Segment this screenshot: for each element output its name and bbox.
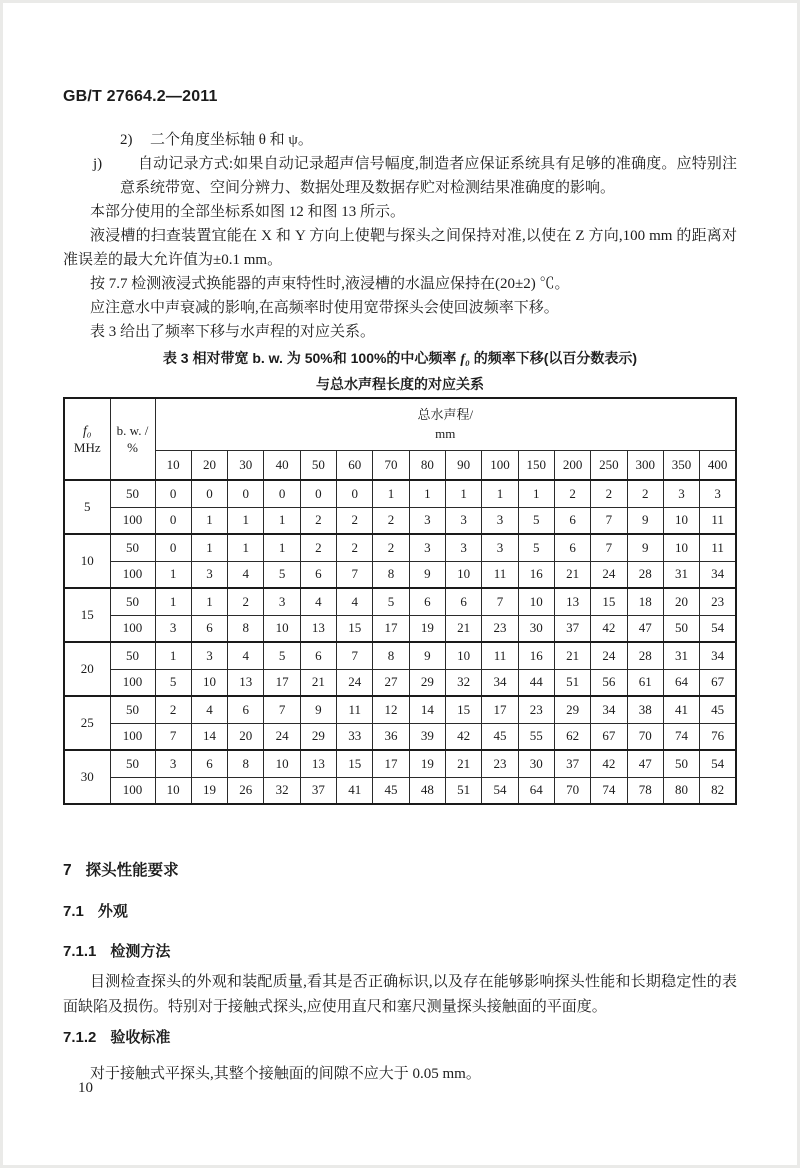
distance-header-cell: 40 — [264, 450, 300, 480]
shift-value-cell: 67 — [700, 669, 736, 696]
table-row — [64, 588, 736, 615]
distance-header-cell: 100 — [482, 450, 518, 480]
distance-header-cell: 250 — [591, 450, 627, 480]
shift-value-cell: 1 — [446, 480, 482, 507]
header-cell-f0 — [64, 398, 110, 480]
table-row — [64, 696, 736, 723]
shift-value-cell: 19 — [409, 615, 445, 642]
table-title-pre: 表 3 相对带宽 b. w. 为 50%和 100%的中心频率 — [162, 350, 461, 366]
shift-value-cell: 34 — [700, 561, 736, 588]
table-row — [64, 534, 736, 561]
shift-value-cell: 1 — [228, 534, 264, 561]
shift-value-cell: 42 — [446, 723, 482, 750]
shift-value-cell: 7 — [591, 534, 627, 561]
shift-value-cell: 9 — [409, 642, 445, 669]
shift-value-cell: 2 — [300, 534, 336, 561]
shift-value-cell: 2 — [591, 480, 627, 507]
bandwidth-cell: 50 — [110, 750, 155, 777]
shift-value-cell: 0 — [228, 480, 264, 507]
shift-value-cell: 54 — [700, 750, 736, 777]
shift-value-cell: 16 — [518, 561, 554, 588]
header-cell-bw — [110, 398, 155, 480]
shift-value-cell: 1 — [264, 507, 300, 534]
shift-value-cell: 8 — [228, 750, 264, 777]
shift-value-cell: 6 — [554, 507, 590, 534]
shift-value-cell: 6 — [300, 642, 336, 669]
shift-value-cell: 6 — [228, 696, 264, 723]
shift-value-cell: 42 — [591, 615, 627, 642]
paragraph-acceptance-criteria: 对于接触式平探头,其整个接触面的间隙不应大于 0.05 mm。 — [90, 1066, 481, 1082]
shift-value-cell: 2 — [228, 588, 264, 615]
shift-value-cell: 28 — [627, 642, 663, 669]
shift-value-cell: 4 — [337, 588, 373, 615]
shift-value-cell: 29 — [554, 696, 590, 723]
shift-value-cell: 1 — [264, 534, 300, 561]
shift-value-cell: 11 — [700, 507, 736, 534]
shift-value-cell: 4 — [191, 696, 227, 723]
shift-value-cell: 1 — [191, 534, 227, 561]
shift-value-cell: 17 — [373, 615, 409, 642]
shift-value-cell: 9 — [300, 696, 336, 723]
shift-value-cell: 42 — [591, 750, 627, 777]
shift-value-cell: 2 — [373, 534, 409, 561]
shift-value-cell: 32 — [446, 669, 482, 696]
shift-value-cell: 3 — [155, 750, 191, 777]
shift-value-cell: 7 — [482, 588, 518, 615]
bandwidth-cell: 100 — [110, 723, 155, 750]
frequency-shift-table — [63, 397, 737, 805]
shift-value-cell: 37 — [554, 615, 590, 642]
shift-value-cell: 48 — [409, 777, 445, 804]
section-7-1-1-number: 7.1.1 — [63, 943, 97, 960]
shift-value-cell: 11 — [482, 561, 518, 588]
list-item-j — [63, 152, 737, 200]
distance-header-cell: 10 — [155, 450, 191, 480]
shift-value-cell: 37 — [554, 750, 590, 777]
shift-value-cell: 3 — [409, 507, 445, 534]
shift-value-cell: 1 — [482, 480, 518, 507]
shift-value-cell: 64 — [518, 777, 554, 804]
intro-text-block — [63, 128, 737, 344]
shift-value-cell: 41 — [337, 777, 373, 804]
bandwidth-cell: 50 — [110, 588, 155, 615]
paragraph-coordinate-systems: 本部分使用的全部坐标系如图 12 和图 13 所示。 — [90, 204, 406, 220]
paragraph-immersion-tank: 液浸槽的扫查装置宜能在 X 和 Y 方向上使靶与探头之间保持对准,以使在 Z 方向,100 mm 的距离对准误差的最大允许值为±0.1 mm。 — [63, 228, 737, 268]
list-item-j-label: j) — [93, 156, 103, 172]
shift-value-cell: 7 — [264, 696, 300, 723]
shift-value-cell: 2 — [627, 480, 663, 507]
shift-value-cell: 9 — [627, 507, 663, 534]
shift-value-cell: 5 — [264, 642, 300, 669]
shift-value-cell: 11 — [700, 534, 736, 561]
shift-value-cell: 24 — [337, 669, 373, 696]
bw-label: b. w. / — [116, 423, 149, 438]
shift-value-cell: 20 — [663, 588, 699, 615]
shift-value-cell: 41 — [663, 696, 699, 723]
distance-header-cell: 200 — [554, 450, 590, 480]
distance-header-cell: 150 — [518, 450, 554, 480]
shift-value-cell: 21 — [446, 750, 482, 777]
shift-value-cell: 38 — [627, 696, 663, 723]
table-row — [64, 615, 736, 642]
bandwidth-cell: 50 — [110, 696, 155, 723]
shift-value-cell: 18 — [627, 588, 663, 615]
shift-value-cell: 45 — [373, 777, 409, 804]
frequency-cell: 30 — [64, 750, 110, 804]
table-row — [64, 642, 736, 669]
shift-value-cell: 15 — [337, 750, 373, 777]
section-heading-7 — [63, 858, 179, 880]
shift-value-cell: 13 — [300, 615, 336, 642]
shift-value-cell: 13 — [228, 669, 264, 696]
shift-value-cell: 29 — [300, 723, 336, 750]
paragraph-visual-inspection: 目测检查探头的外观和装配质量,看其是否正确标识,以及存在能够影响探头性能和长期稳定性的表面缺陷及损伤。特别对于接触式探头,应使用直尺和塞尺测量探头接触面的平面度。 — [63, 974, 737, 1015]
shift-value-cell: 3 — [409, 534, 445, 561]
shift-value-cell: 8 — [373, 642, 409, 669]
shift-value-cell: 0 — [337, 480, 373, 507]
shift-value-cell: 50 — [663, 750, 699, 777]
bandwidth-cell: 100 — [110, 615, 155, 642]
shift-value-cell: 67 — [591, 723, 627, 750]
distance-header-cell: 30 — [228, 450, 264, 480]
shift-value-cell: 80 — [663, 777, 699, 804]
shift-value-cell: 16 — [518, 642, 554, 669]
paragraph-water-temperature: 按 7.7 检测液浸式换能器的声束特性时,液浸槽的水温应保持在(20±2) ℃。 — [90, 276, 570, 292]
shift-value-cell: 4 — [228, 642, 264, 669]
shift-value-cell: 5 — [518, 507, 554, 534]
shift-value-cell: 82 — [700, 777, 736, 804]
shift-value-cell: 14 — [409, 696, 445, 723]
waterpath-unit: mm — [435, 426, 456, 442]
shift-value-cell: 10 — [264, 615, 300, 642]
bandwidth-cell: 100 — [110, 777, 155, 804]
shift-value-cell: 32 — [264, 777, 300, 804]
distance-header-cell: 300 — [627, 450, 663, 480]
shift-value-cell: 0 — [155, 534, 191, 561]
shift-value-cell: 51 — [554, 669, 590, 696]
shift-value-cell: 6 — [446, 588, 482, 615]
shift-value-cell: 6 — [191, 750, 227, 777]
shift-value-cell: 13 — [554, 588, 590, 615]
bandwidth-cell: 100 — [110, 561, 155, 588]
shift-value-cell: 24 — [264, 723, 300, 750]
distance-header-cell: 50 — [300, 450, 336, 480]
shift-value-cell: 12 — [373, 696, 409, 723]
shift-value-cell: 5 — [264, 561, 300, 588]
shift-value-cell: 10 — [446, 561, 482, 588]
shift-value-cell: 1 — [191, 588, 227, 615]
waterpath-label: 总水声程/ — [417, 407, 474, 423]
shift-value-cell: 6 — [300, 561, 336, 588]
paragraph-table3-reference: 表 3 给出了频率下移与水声程的对应关系。 — [90, 324, 376, 340]
shift-value-cell: 15 — [337, 615, 373, 642]
shift-value-cell: 55 — [518, 723, 554, 750]
table-title-line1 — [63, 346, 737, 372]
shift-value-cell: 15 — [446, 696, 482, 723]
shift-value-cell: 6 — [191, 615, 227, 642]
shift-value-cell: 3 — [191, 561, 227, 588]
shift-value-cell: 3 — [482, 534, 518, 561]
shift-value-cell: 4 — [228, 561, 264, 588]
table-row — [64, 723, 736, 750]
shift-value-cell: 70 — [627, 723, 663, 750]
shift-value-cell: 1 — [518, 480, 554, 507]
shift-value-cell: 10 — [663, 507, 699, 534]
bandwidth-cell: 100 — [110, 507, 155, 534]
shift-value-cell: 47 — [627, 615, 663, 642]
section-heading-7-1 — [63, 900, 128, 921]
section-heading-7-1-2 — [63, 1026, 170, 1047]
shift-value-cell: 74 — [591, 777, 627, 804]
frequency-cell: 5 — [64, 480, 110, 534]
shift-value-cell: 2 — [155, 696, 191, 723]
shift-value-cell: 10 — [191, 669, 227, 696]
shift-value-cell: 3 — [446, 534, 482, 561]
section-7-title: 探头性能要求 — [85, 862, 179, 879]
distance-header-cell: 20 — [191, 450, 227, 480]
shift-value-cell: 24 — [591, 561, 627, 588]
shift-value-cell: 19 — [409, 750, 445, 777]
shift-value-cell: 1 — [155, 642, 191, 669]
shift-value-cell: 20 — [228, 723, 264, 750]
shift-value-cell: 39 — [409, 723, 445, 750]
list-item-2 — [63, 128, 737, 152]
table-title-post: 的频率下移(以百分数表示) — [469, 350, 638, 366]
shift-value-cell: 76 — [700, 723, 736, 750]
shift-value-cell: 10 — [518, 588, 554, 615]
shift-value-cell: 10 — [446, 642, 482, 669]
shift-value-cell: 34 — [591, 696, 627, 723]
section-7-1-1-title: 检测方法 — [110, 943, 171, 960]
shift-value-cell: 45 — [482, 723, 518, 750]
shift-value-cell: 34 — [700, 642, 736, 669]
table-row — [64, 561, 736, 588]
shift-value-cell: 54 — [700, 615, 736, 642]
table-title-line2: 与总水声程长度的对应关系 — [316, 376, 484, 392]
shift-value-cell: 30 — [518, 750, 554, 777]
bandwidth-cell: 50 — [110, 534, 155, 561]
table-row — [64, 750, 736, 777]
shift-value-cell: 0 — [300, 480, 336, 507]
shift-value-cell: 10 — [155, 777, 191, 804]
shift-value-cell: 26 — [228, 777, 264, 804]
distance-header-cell: 80 — [409, 450, 445, 480]
shift-value-cell: 21 — [554, 561, 590, 588]
list-item-2-text: 二个角度坐标轴 θ 和 ψ。 — [150, 132, 313, 148]
shift-value-cell: 2 — [337, 534, 373, 561]
distance-header-cell: 90 — [446, 450, 482, 480]
shift-value-cell: 7 — [337, 561, 373, 588]
shift-value-cell: 2 — [373, 507, 409, 534]
shift-value-cell: 27 — [373, 669, 409, 696]
shift-value-cell: 37 — [300, 777, 336, 804]
shift-value-cell: 1 — [155, 561, 191, 588]
shift-value-cell: 1 — [409, 480, 445, 507]
table-title — [63, 346, 737, 397]
shift-value-cell: 5 — [155, 669, 191, 696]
distance-header-cell: 60 — [337, 450, 373, 480]
shift-value-cell: 21 — [300, 669, 336, 696]
shift-value-cell: 10 — [264, 750, 300, 777]
shift-value-cell: 17 — [264, 669, 300, 696]
f0-symbol: f₀ — [83, 423, 92, 438]
shift-value-cell: 31 — [663, 642, 699, 669]
table-row — [64, 669, 736, 696]
shift-value-cell: 78 — [627, 777, 663, 804]
shift-value-cell: 3 — [446, 507, 482, 534]
shift-value-cell: 6 — [409, 588, 445, 615]
shift-value-cell: 1 — [373, 480, 409, 507]
shift-value-cell: 6 — [554, 534, 590, 561]
shift-value-cell: 5 — [518, 534, 554, 561]
shift-value-cell: 47 — [627, 750, 663, 777]
shift-value-cell: 24 — [591, 642, 627, 669]
shift-value-cell: 3 — [700, 480, 736, 507]
section-7-1-2-number: 7.1.2 — [63, 1029, 97, 1046]
distance-header-cell: 350 — [663, 450, 699, 480]
shift-value-cell: 64 — [663, 669, 699, 696]
table-row — [64, 777, 736, 804]
shift-value-cell: 23 — [518, 696, 554, 723]
shift-value-cell: 51 — [446, 777, 482, 804]
section-heading-7-1-1 — [63, 940, 170, 961]
shift-value-cell: 9 — [409, 561, 445, 588]
shift-value-cell: 23 — [700, 588, 736, 615]
shift-value-cell: 21 — [554, 642, 590, 669]
distance-header-cell: 400 — [700, 450, 736, 480]
table-row — [64, 480, 736, 507]
shift-value-cell: 34 — [482, 669, 518, 696]
shift-value-cell: 8 — [373, 561, 409, 588]
shift-value-cell: 44 — [518, 669, 554, 696]
shift-value-cell: 0 — [155, 507, 191, 534]
shift-value-cell: 4 — [300, 588, 336, 615]
section-7-1-2-title: 验收标准 — [110, 1029, 171, 1046]
list-item-2-label: 2) — [120, 132, 133, 148]
section-7-1-number: 7.1 — [63, 903, 84, 920]
frequency-cell: 15 — [64, 588, 110, 642]
shift-value-cell: 7 — [337, 642, 373, 669]
list-item-j-text: 自动记录方式:如果自动记录超声信号幅度,制造者应保证系统具有足够的准确度。应特别注意系统带宽、空间分辨力、数据处理及数据存贮对检测结果准确度的影响。 — [120, 156, 737, 196]
shift-value-cell: 7 — [155, 723, 191, 750]
shift-value-cell: 13 — [300, 750, 336, 777]
bandwidth-cell: 50 — [110, 642, 155, 669]
shift-value-cell: 9 — [627, 534, 663, 561]
table-body — [64, 480, 736, 804]
shift-value-cell: 2 — [337, 507, 373, 534]
shift-value-cell: 11 — [482, 642, 518, 669]
shift-value-cell: 36 — [373, 723, 409, 750]
section-7-1-title: 外观 — [97, 903, 128, 920]
frequency-cell: 25 — [64, 696, 110, 750]
shift-value-cell: 61 — [627, 669, 663, 696]
bandwidth-cell: 50 — [110, 480, 155, 507]
header-cell-waterpath — [155, 398, 736, 450]
shift-value-cell: 62 — [554, 723, 590, 750]
shift-value-cell: 0 — [155, 480, 191, 507]
shift-value-cell: 11 — [337, 696, 373, 723]
shift-value-cell: 14 — [191, 723, 227, 750]
shift-value-cell: 28 — [627, 561, 663, 588]
shift-value-cell: 1 — [155, 588, 191, 615]
shift-value-cell: 7 — [591, 507, 627, 534]
shift-value-cell: 19 — [191, 777, 227, 804]
shift-value-cell: 15 — [591, 588, 627, 615]
shift-value-cell: 29 — [409, 669, 445, 696]
shift-value-cell: 23 — [482, 615, 518, 642]
shift-value-cell: 0 — [191, 480, 227, 507]
shift-value-cell: 0 — [264, 480, 300, 507]
table-title-f0-symbol: f₀ — [460, 352, 470, 367]
shift-value-cell: 31 — [663, 561, 699, 588]
shift-value-cell: 54 — [482, 777, 518, 804]
shift-value-cell: 3 — [264, 588, 300, 615]
shift-value-cell: 2 — [554, 480, 590, 507]
section-7-number: 7 — [63, 862, 72, 879]
table-head — [64, 398, 736, 480]
table-row — [64, 507, 736, 534]
shift-value-cell: 10 — [663, 534, 699, 561]
frequency-cell: 20 — [64, 642, 110, 696]
shift-value-cell: 17 — [482, 696, 518, 723]
page-number: 10 — [78, 1080, 93, 1096]
shift-value-cell: 1 — [228, 507, 264, 534]
shift-value-cell: 8 — [228, 615, 264, 642]
shift-value-cell: 1 — [191, 507, 227, 534]
shift-value-cell: 45 — [700, 696, 736, 723]
shift-value-cell: 50 — [663, 615, 699, 642]
bandwidth-cell: 100 — [110, 669, 155, 696]
shift-value-cell: 70 — [554, 777, 590, 804]
shift-value-cell: 17 — [373, 750, 409, 777]
shift-value-cell: 30 — [518, 615, 554, 642]
shift-value-cell: 3 — [663, 480, 699, 507]
shift-value-cell: 3 — [191, 642, 227, 669]
shift-value-cell: 3 — [155, 615, 191, 642]
shift-value-cell: 5 — [373, 588, 409, 615]
shift-value-cell: 33 — [337, 723, 373, 750]
shift-value-cell: 23 — [482, 750, 518, 777]
shift-value-cell: 21 — [446, 615, 482, 642]
shift-value-cell: 3 — [482, 507, 518, 534]
standard-code-header: GB/T 27664.2—2011 — [63, 88, 218, 105]
shift-value-cell: 74 — [663, 723, 699, 750]
f0-unit: MHz — [73, 440, 101, 455]
frequency-cell: 10 — [64, 534, 110, 588]
table-header-row-1 — [64, 398, 736, 450]
paragraph-attenuation: 应注意水中声衰减的影响,在高频率时使用宽带探头会使回波频率下移。 — [90, 300, 559, 316]
shift-value-cell: 2 — [300, 507, 336, 534]
distance-header-cell: 70 — [373, 450, 409, 480]
bw-unit: % — [127, 440, 138, 455]
shift-value-cell: 56 — [591, 669, 627, 696]
distance-header-row — [64, 450, 736, 480]
